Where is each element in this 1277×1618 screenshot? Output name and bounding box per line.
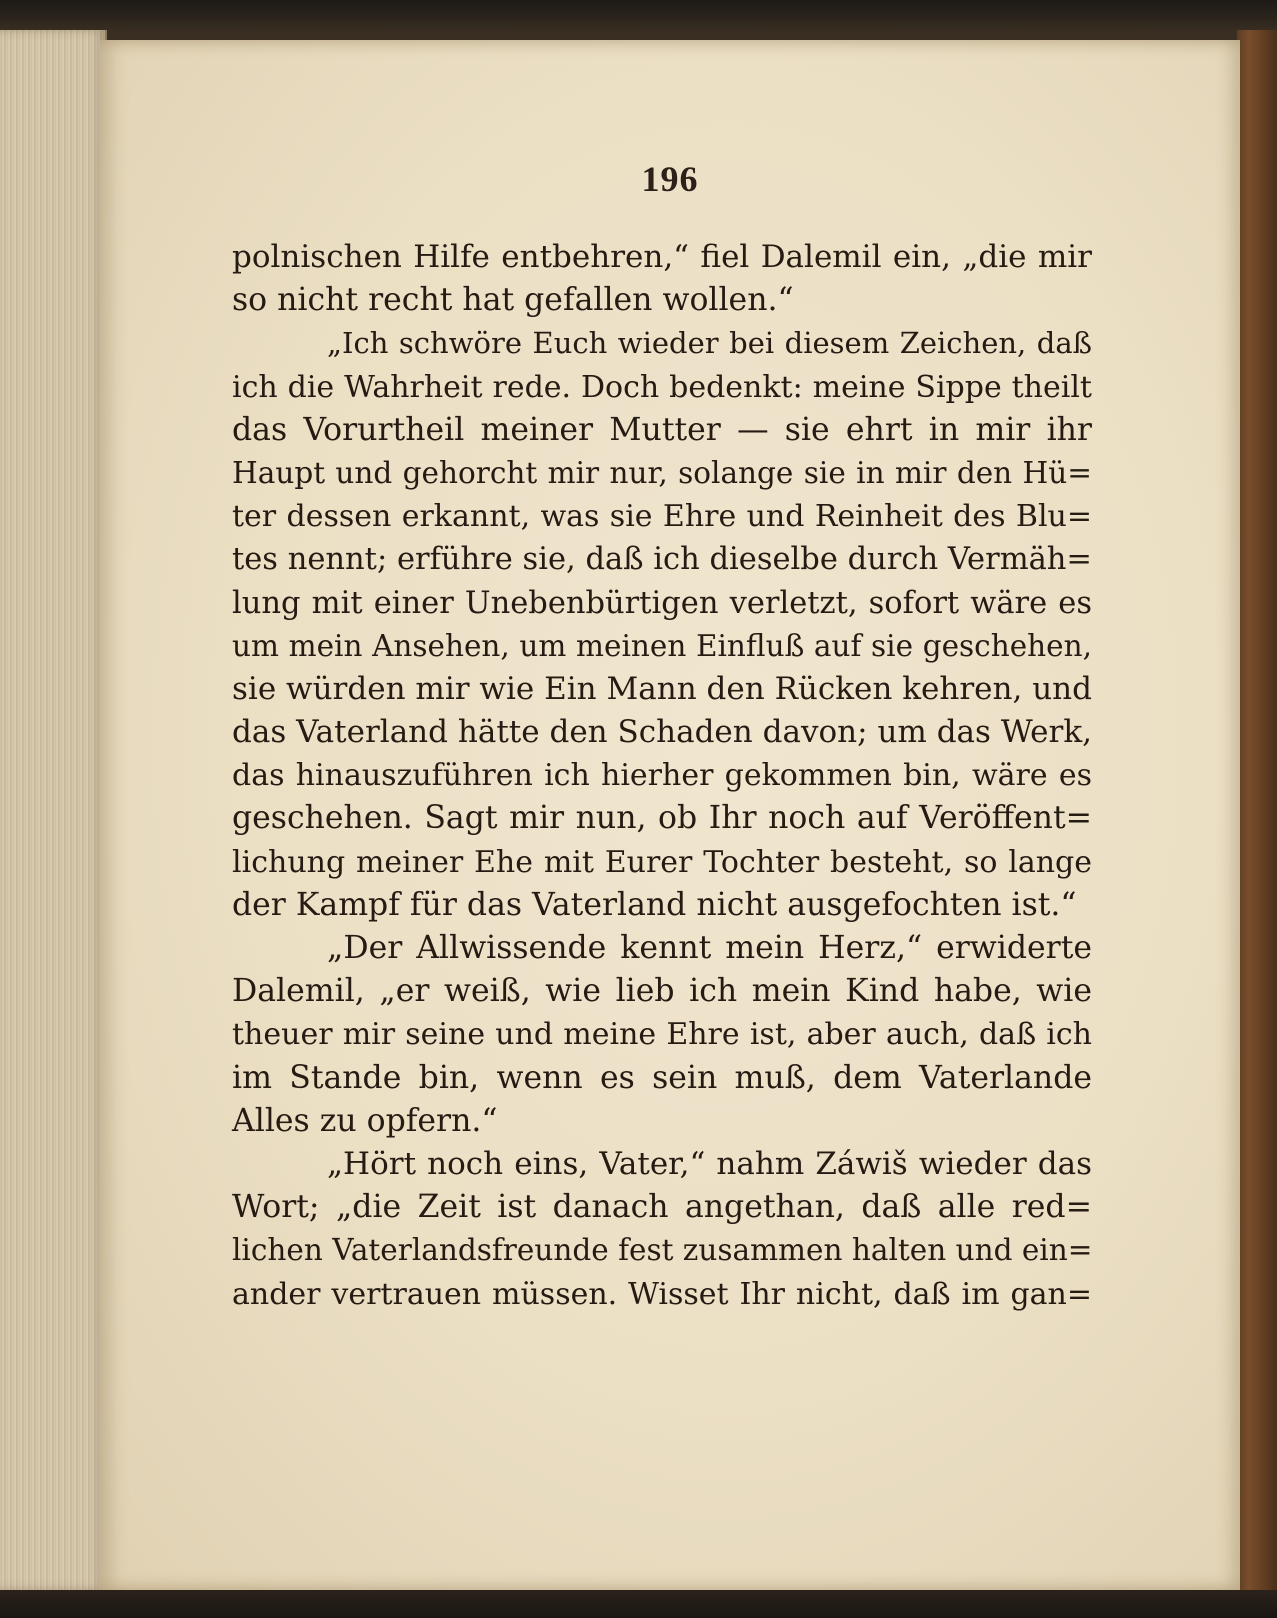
- text-line: so nicht recht hat gefallen wollen.“: [232, 282, 794, 319]
- text-line: Haupt und gehorcht mir nur, solange sie in mir den Hü=: [232, 455, 1092, 490]
- text-line: lung mit einer Unebenbürtigen verletzt, sofort wäre es: [232, 585, 1092, 621]
- text-line: „Der Allwissende kennt mein Herz,“ erwiderte: [327, 930, 1092, 966]
- text-line: Wort; „die Zeit ist danach angethan, daß alle red=: [232, 1189, 1092, 1226]
- text-line: ander vertrauen müssen. Wisset Ihr nicht, daß im gan=: [232, 1276, 1092, 1312]
- text-line: sie würden mir wie Ein Mann den Rücken kehren, und: [232, 670, 1092, 707]
- text-line: das hinauszuführen ich hierher gekommen bin, wäre es: [232, 758, 1092, 794]
- text-line: lichen Vaterlandsfreunde fest zusammen halten und ein=: [232, 1233, 1093, 1268]
- text-line: um mein Ansehen, um meinen Einfluß auf sie geschehen,: [232, 628, 1092, 663]
- page-edges-left: [0, 30, 107, 1590]
- page-number: 196: [641, 159, 699, 199]
- text-line: ich die Wahrheit rede. Doch bedenkt: meine Sippe theilt: [232, 369, 1092, 405]
- book-page: [100, 40, 1240, 1590]
- text-line: das Vaterland hätte den Schaden davon; um das Werk,: [232, 714, 1092, 751]
- text-line: polnischen Hilfe entbehren,“ fiel Dalemil ein, „die mir: [232, 239, 1092, 275]
- text-line: der Kampf für das Vaterland nicht ausgefochten ist.“: [232, 886, 1077, 923]
- text-line: theuer mir seine und meine Ehre ist, aber auch, daß ich: [232, 1017, 1092, 1053]
- text-line: im Stande bin, wenn es sein muß, dem Vaterlande: [232, 1059, 1092, 1096]
- text-line: tes nennt; erführe sie, daß ich dieselbe durch Vermäh=: [232, 542, 1092, 578]
- body-text: [232, 236, 1092, 1316]
- text-line: Dalemil, „er weiß, wie lieb ich mein Kind habe, wie: [232, 973, 1092, 1010]
- text-line: ter dessen erkannt, was sie Ehre und Reinheit des Blu=: [232, 499, 1092, 535]
- text-line: lichung meiner Ehe mit Eurer Tochter besteht, so lange: [232, 844, 1092, 880]
- book-cover-edge: [1237, 30, 1277, 1590]
- text-line: Alles zu opfern.“: [232, 1102, 498, 1139]
- text-line: das Vorurtheil meiner Mutter — sie ehrt in mir ihr: [232, 411, 1092, 448]
- text-line: geschehen. Sagt mir nun, ob Ihr noch auf Veröffent=: [232, 800, 1092, 837]
- text-line: „Ich schwöre Euch wieder bei diesem Zeichen, daß: [327, 326, 1092, 361]
- text-line: „Hört noch eins, Vater,“ nahm Záwiš wieder das: [327, 1145, 1092, 1182]
